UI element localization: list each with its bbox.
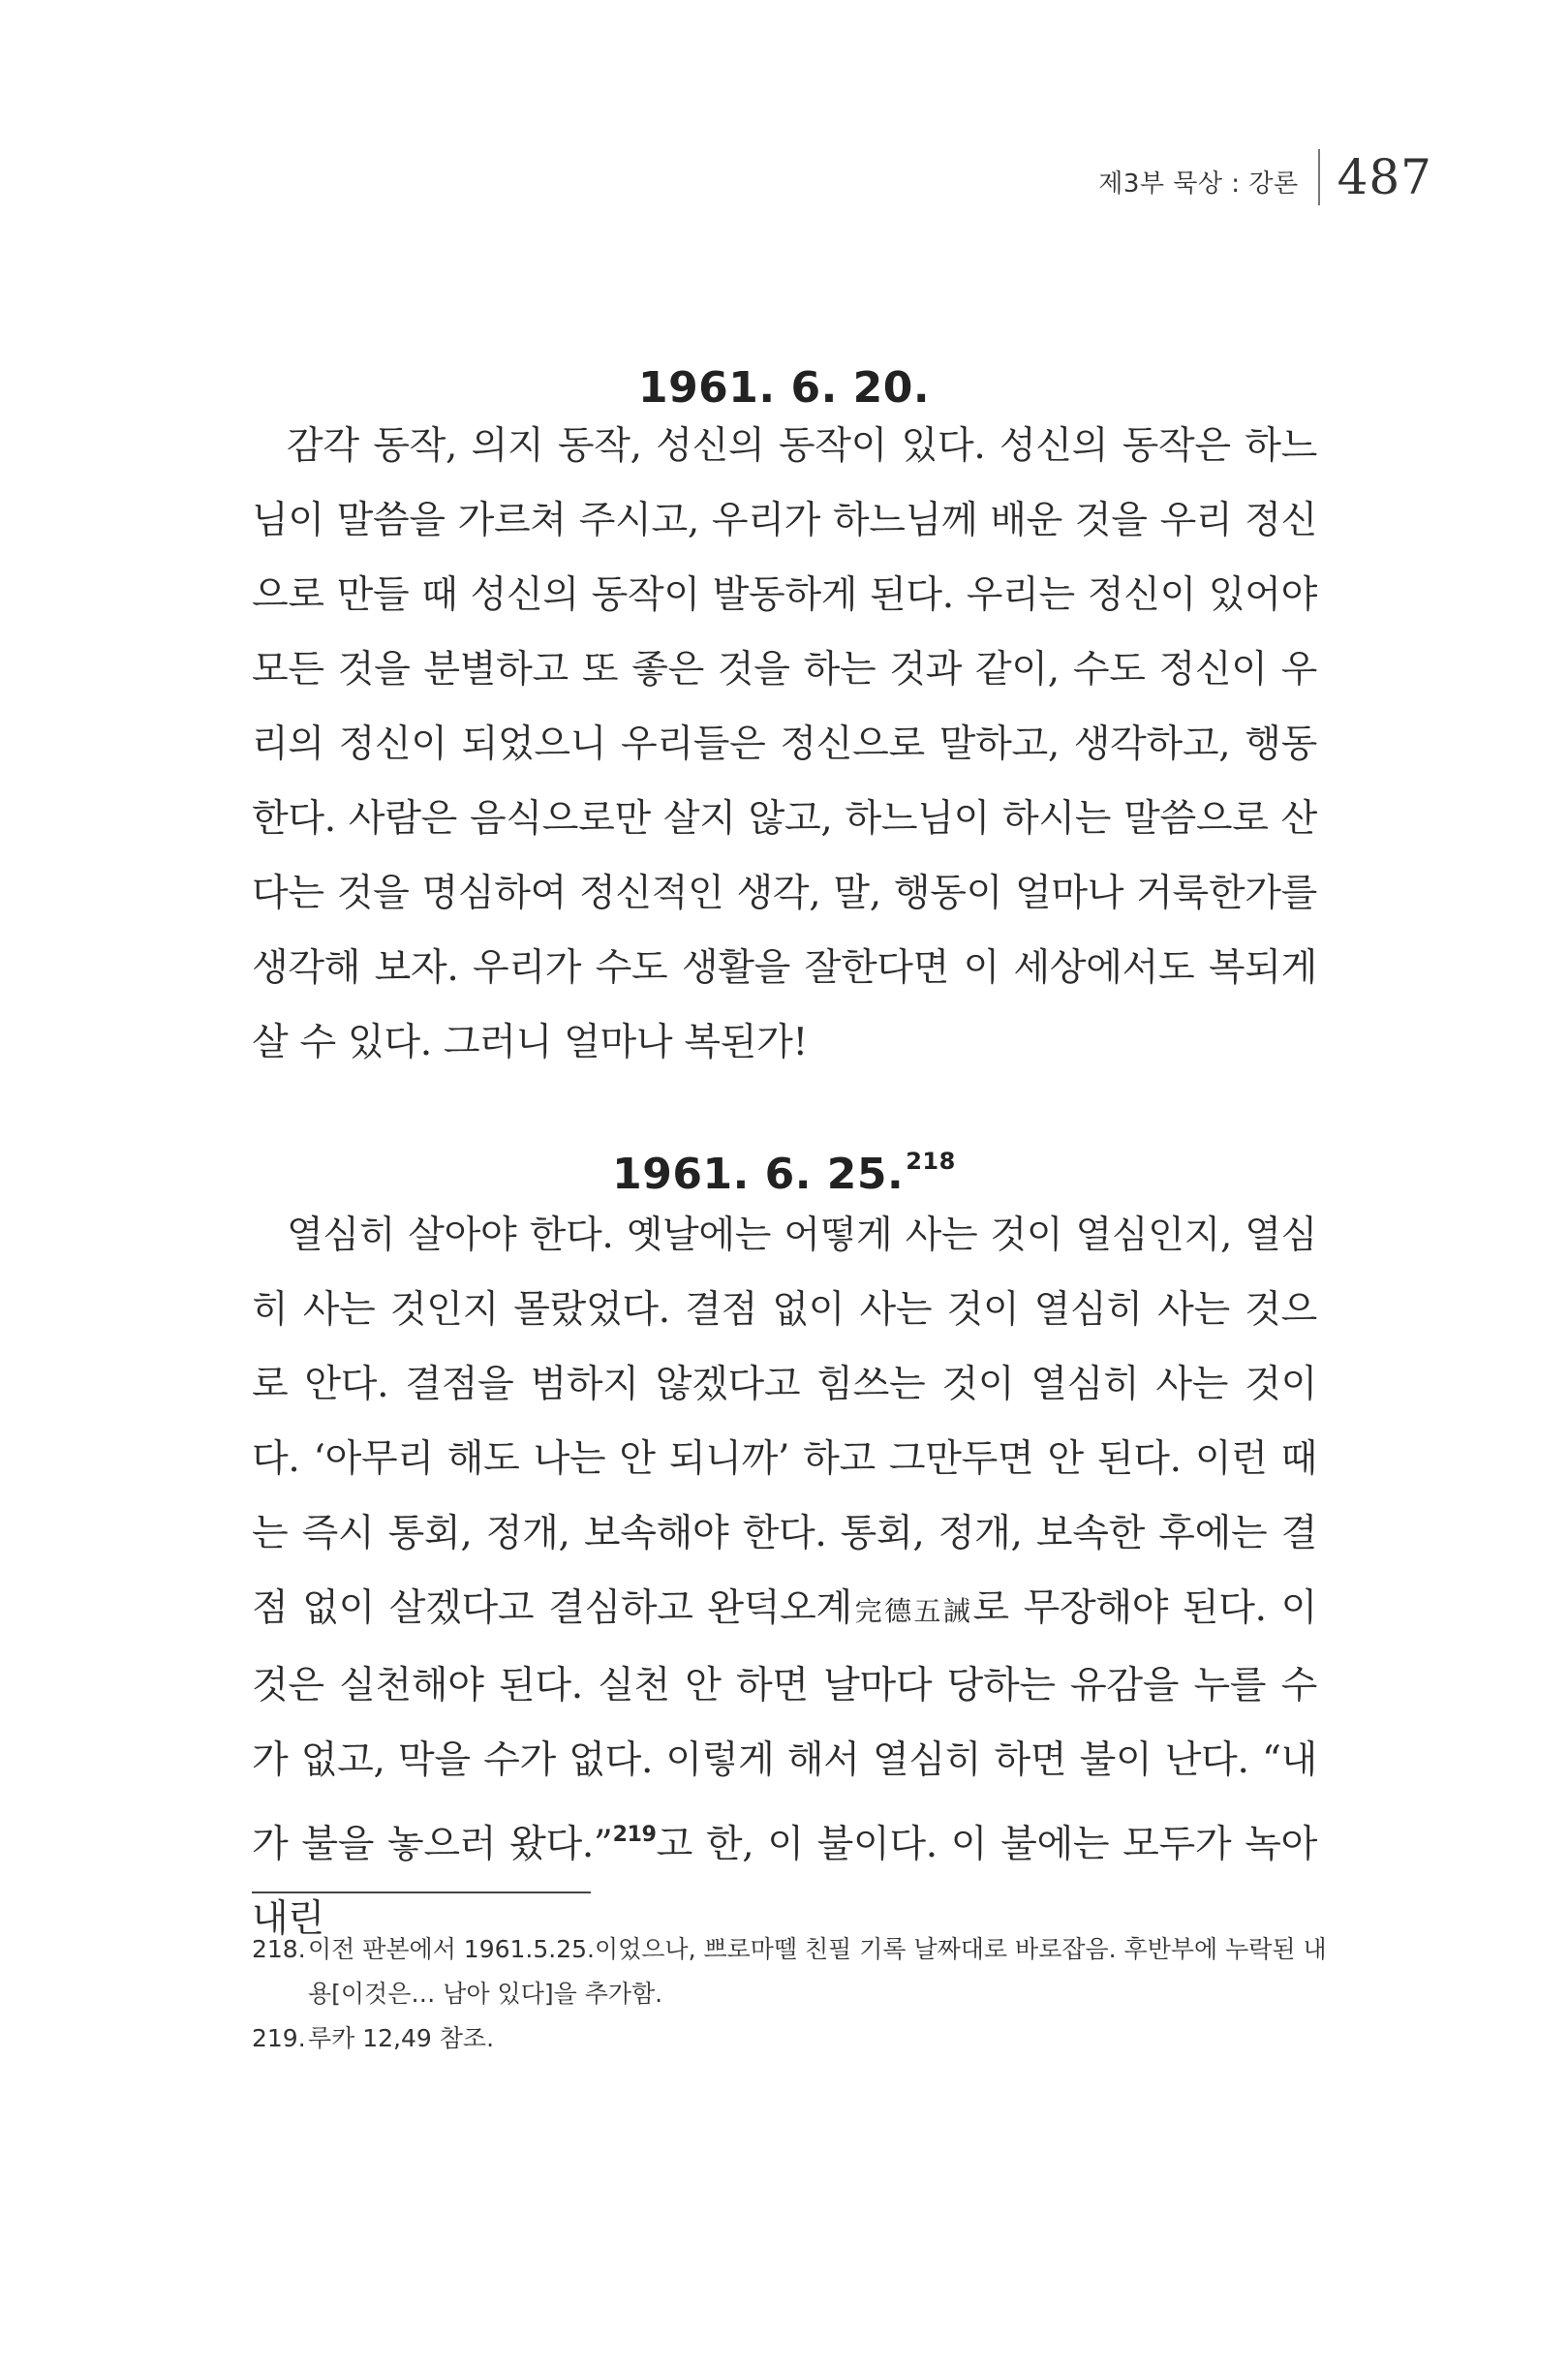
hanja-gloss: 完德五誡 xyxy=(851,1595,973,1627)
entry-heading-1961-06-25 xyxy=(0,1148,1568,1199)
entry-heading-date: 1961. 6. 25. xyxy=(612,1149,905,1199)
footnote-separator xyxy=(252,1891,591,1893)
entry-paragraph-1961-06-25 xyxy=(252,1198,1317,1956)
footnotes xyxy=(252,1927,1327,2061)
paragraph-text-part2: 로 무장해야 된다. 이것은 실천해야 된다. 실천 안 하면 날마다 당하는 유감을 누를 수가 없고, 막을 수가 없다. 이렇게 해서 열심히 하면 불이 난다. “내가 불을 놓으러 왔다.” xyxy=(252,1586,1317,1866)
entry-heading-1961-06-20 xyxy=(0,363,1568,413)
footnote-ref-218[interactable]: 218 xyxy=(906,1147,956,1175)
footnote-number: 218. xyxy=(252,1935,306,1963)
footnote-text: 루카 12,49 참조. xyxy=(308,2024,495,2052)
page-number: 487 xyxy=(1337,149,1432,205)
running-head xyxy=(1098,143,1432,211)
footnote-219 xyxy=(252,2016,1327,2061)
running-head-divider xyxy=(1318,149,1320,205)
paragraph-text-part1: 열심히 살아야 한다. 옛날에는 어떻게 사는 것이 열심인지, 열심히 사는 것인지 몰랐었다. 결점 없이 사는 것이 열심히 사는 것으로 안다. 결점을 범하지 않겠다고 힘쓰는 것이 열심히 사는 것이다. ‘아무리 해도 나는 안 되니까’ 하고 그만두면 안 된다. 이런 때는 즉시 통회, 정개, 보속해야 한다. 통회, 정개, 보속한 후에는 결점 없이 살겠다고 결심하고 완덕오계 xyxy=(252,1214,1317,1630)
paragraph-text-part3: 고 한, 이 불이다. 이 불에는 모두가 녹아내린 xyxy=(252,1823,1317,1941)
running-head-section: 제3부 묵상 : 강론 xyxy=(1098,169,1299,199)
entry-paragraph-1961-06-20: 감각 동작, 의지 동작, 성신의 동작이 있다. 성신의 동작은 하느님이 말씀을 가르쳐 주시고, 우리가 하느님께 배운 것을 우리 정신으로 만들 때 성신의 동작이 발동하게 된다. 우리는 정신이 있어야 모든 것을 분별하고 또 좋은 것을 하는 것과 같이, 수도 정신이 우리의 정신이 되었으니 우리들은 정신으로 말하고, 생각하고, 행동한다. 사람은 음식으로만 살지 않고, 하느님이 하시는 말씀으로 산다는 것을 명심하여 정신적인 생각, 말, 행동이 얼마나 거룩한가를 생각해 보자. 우리가 수도 생활을 잘한다면 이 세상에서도 복되게 살 수 있다. 그러니 얼마나 복된가! xyxy=(252,424,1317,1064)
footnote-218 xyxy=(252,1927,1327,2016)
footnote-number: 219. xyxy=(252,2024,306,2052)
entry-heading-date: 1961. 6. 20. xyxy=(637,362,931,413)
footnote-text: 이전 판본에서 1961.5.25.이었으나, 쁘로마뗄 친필 기록 날짜대로 바로잡음. 후반부에 누락된 내용[이것은… 남아 있다]을 추가함. xyxy=(308,1935,1327,2008)
footnote-ref-219[interactable]: 219 xyxy=(612,1823,657,1847)
